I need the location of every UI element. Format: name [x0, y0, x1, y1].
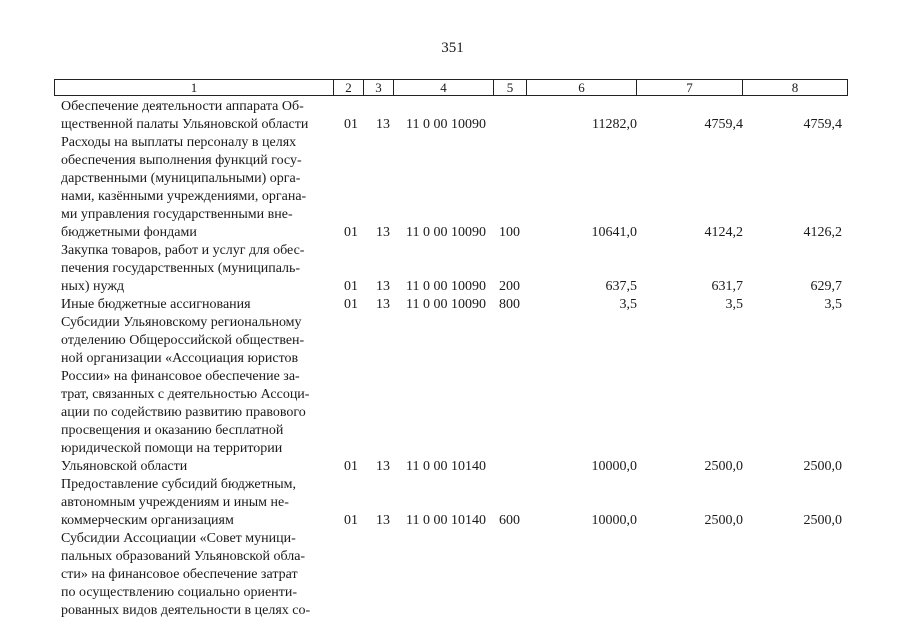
row-name: Закупка товаров, работ и услуг для обес- печения государственных (муниципаль- ных) нужд [61, 243, 305, 294]
row-section: 01 [344, 297, 358, 312]
row-amount-3: 4126,2 [803, 225, 842, 240]
row-subsection: 13 [376, 459, 390, 474]
header-col-3: 3 [364, 80, 394, 95]
row-name: Субсидии Ульяновскому региональному отделению Общероссийской обществен- ной организации «Ассоциация юристов России» на финансовое обеспечение за- трат, связанных с деятельностью Ассоци- ации по содействию развитию правового просвещения и оказанию бесплатной юридической помощи на территории Ульяновской области [61, 315, 310, 474]
row-subsection: 13 [376, 279, 390, 294]
row-amount-3: 2500,0 [803, 459, 842, 474]
row-target-code: 11 0 00 10090 [406, 279, 486, 294]
table-row [61, 476, 848, 530]
header-col-1: 1 [55, 80, 334, 95]
table-row [61, 314, 848, 476]
row-section: 01 [344, 513, 358, 528]
row-amount-1: 10641,0 [591, 225, 637, 240]
row-amount-2: 3,5 [725, 297, 743, 312]
header-col-8: 8 [791, 80, 799, 95]
table-row [61, 134, 848, 242]
row-target-code: 11 0 00 10140 [406, 513, 486, 528]
row-target-code: 11 0 00 10140 [406, 459, 486, 474]
row-name: Расходы на выплаты персоналу в целях обеспечения выполнения функций госу- дарственными (муниципальными) орга- нами, казёнными учреждениями, органа- ми управления государственными вне- бюджетными фондами [61, 135, 307, 240]
row-name: Субсидии Ассоциации «Совет муници- пальных образований Ульяновской обла- сти» на финансовое обеспечение затрат по осуществлению социально ориенти- рованных видов деятельности в целях со- [61, 531, 311, 618]
row-section: 01 [344, 279, 358, 294]
row-expense-type: 100 [499, 225, 520, 240]
row-amount-3: 629,7 [810, 279, 842, 294]
row-expense-type: 800 [499, 297, 520, 312]
row-section: 01 [344, 225, 358, 240]
table-row [61, 242, 848, 296]
row-amount-1: 11282,0 [592, 117, 637, 132]
row-amount-2: 631,7 [711, 279, 743, 294]
row-name: Обеспечение деятельности аппарата Об- щественной палаты Ульяновской области [61, 99, 309, 132]
row-section: 01 [344, 459, 358, 474]
row-amount-2: 2500,0 [704, 459, 743, 474]
row-amount-1: 3,5 [619, 297, 637, 312]
row-target-code: 11 0 00 10090 [406, 117, 486, 132]
row-amount-3: 3,5 [824, 297, 842, 312]
row-name: Предоставление субсидий бюджетным, автономным учреждениям и иным не- коммерческим организациям [61, 477, 297, 528]
row-amount-2: 4759,4 [704, 117, 743, 132]
page-number: 351 [441, 40, 464, 56]
row-amount-1: 10000,0 [591, 513, 637, 528]
row-target-code: 11 0 00 10090 [406, 297, 486, 312]
row-amount-2: 2500,0 [704, 513, 743, 528]
table-row [61, 530, 848, 620]
table-body [61, 98, 848, 620]
header-col-4: 4 [394, 80, 494, 95]
row-subsection: 13 [376, 117, 390, 132]
table-header [54, 79, 848, 96]
row-amount-3: 2500,0 [803, 513, 842, 528]
row-subsection: 13 [376, 513, 390, 528]
row-amount-1: 637,5 [605, 279, 637, 294]
header-col-5: 5 [494, 80, 527, 95]
table-row [61, 98, 848, 134]
row-amount-1: 10000,0 [591, 459, 637, 474]
row-expense-type: 600 [499, 513, 520, 528]
row-subsection: 13 [376, 225, 390, 240]
row-expense-type: 200 [499, 279, 520, 294]
row-section: 01 [344, 117, 358, 132]
row-amount-3: 4759,4 [803, 117, 842, 132]
row-target-code: 11 0 00 10090 [406, 225, 486, 240]
header-col-6: 6 [527, 80, 637, 95]
row-subsection: 13 [376, 297, 390, 312]
table-row [61, 296, 848, 314]
row-name: Иные бюджетные ассигнования [61, 297, 251, 312]
row-amount-2: 4124,2 [704, 225, 743, 240]
header-col-2: 2 [334, 80, 364, 95]
header-col-7: 7 [637, 80, 743, 95]
